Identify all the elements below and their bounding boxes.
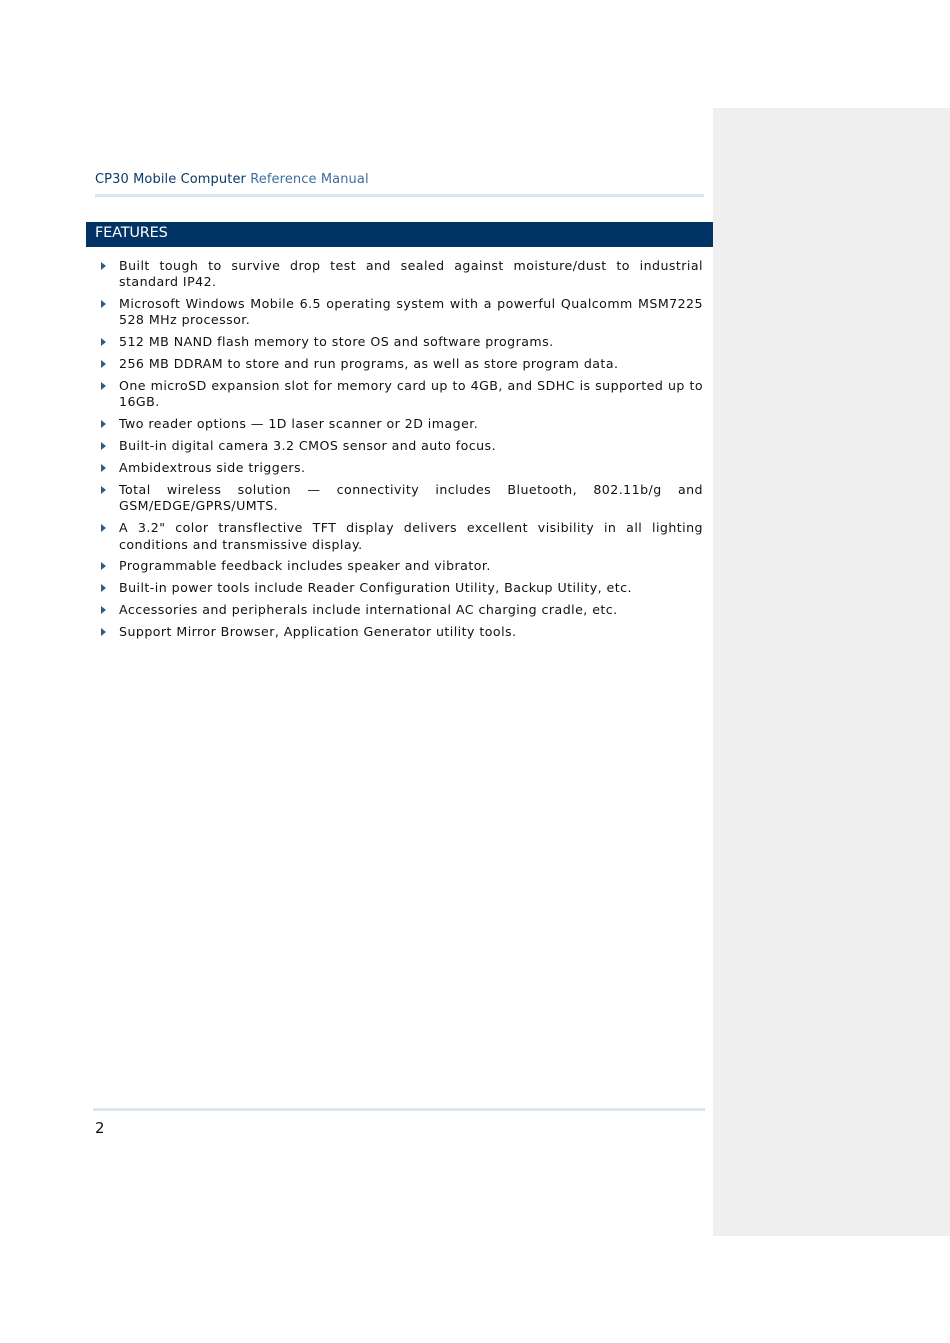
feature-text: Support Mirror Browser, Application Generator utility tools. — [119, 624, 517, 640]
feature-item — [101, 356, 703, 372]
feature-text: Programmable feedback includes speaker and vibrator. — [119, 558, 491, 574]
feature-item — [101, 602, 703, 618]
triangle-bullet-icon — [101, 360, 106, 368]
feature-text: 256 MB DDRAM to store and run programs, as well as store program data. — [119, 356, 619, 372]
header-manual-name: Reference Manual — [250, 172, 369, 187]
feature-text: Ambidextrous side triggers. — [119, 460, 306, 476]
triangle-bullet-icon — [101, 338, 106, 346]
header-divider — [95, 194, 704, 197]
feature-text: A 3.2" color transflective TFT display delivers excellent visibility in all lighting conditions and transmissive display. — [119, 520, 703, 552]
triangle-bullet-icon — [101, 382, 106, 390]
triangle-bullet-icon — [101, 486, 106, 494]
footer-divider — [93, 1108, 705, 1111]
triangle-bullet-icon — [101, 628, 106, 636]
header-product-name: CP30 Mobile Computer — [95, 172, 246, 187]
feature-item — [101, 334, 703, 350]
feature-item — [101, 580, 703, 596]
feature-text: Built tough to survive drop test and sealed against moisture/dust to industrial standard IP42. — [119, 258, 703, 290]
triangle-bullet-icon — [101, 524, 106, 532]
feature-item — [101, 482, 703, 515]
triangle-bullet-icon — [101, 420, 106, 428]
feature-text: Two reader options — 1D laser scanner or 2D imager. — [119, 416, 479, 432]
feature-text: Microsoft Windows Mobile 6.5 operating system with a powerful Qualcomm MSM7225 528 MHz processor. — [119, 296, 703, 328]
feature-text: Accessories and peripherals include international AC charging cradle, etc. — [119, 602, 618, 618]
feature-text: 512 MB NAND flash memory to store OS and software programs. — [119, 334, 554, 350]
feature-item — [101, 438, 703, 454]
triangle-bullet-icon — [101, 464, 106, 472]
feature-item — [101, 558, 703, 574]
triangle-bullet-icon — [101, 606, 106, 614]
feature-item — [101, 378, 703, 411]
triangle-bullet-icon — [101, 562, 106, 570]
feature-text: Built-in digital camera 3.2 CMOS sensor and auto focus. — [119, 438, 497, 454]
triangle-bullet-icon — [101, 442, 106, 450]
page-number: 2 — [95, 1119, 105, 1137]
feature-item — [101, 416, 703, 432]
feature-item — [101, 296, 703, 329]
comment-margin-panel — [713, 108, 950, 1236]
feature-text: Total wireless solution — connectivity includes Bluetooth, 802.11b/g and GSM/EDGE/GPRS/UMTS. — [119, 482, 703, 514]
feature-item — [101, 520, 703, 553]
triangle-bullet-icon — [101, 262, 106, 270]
section-title: FEATURES — [95, 225, 168, 241]
section-heading-bar — [86, 222, 713, 247]
feature-list — [101, 258, 703, 646]
running-header — [95, 172, 369, 187]
feature-item — [101, 624, 703, 640]
feature-text: Built-in power tools include Reader Configuration Utility, Backup Utility, etc. — [119, 580, 632, 596]
feature-text: One microSD expansion slot for memory card up to 4GB, and SDHC is supported up to 16GB. — [119, 378, 703, 410]
feature-item — [101, 460, 703, 476]
triangle-bullet-icon — [101, 300, 106, 308]
feature-item — [101, 258, 703, 291]
triangle-bullet-icon — [101, 584, 106, 592]
